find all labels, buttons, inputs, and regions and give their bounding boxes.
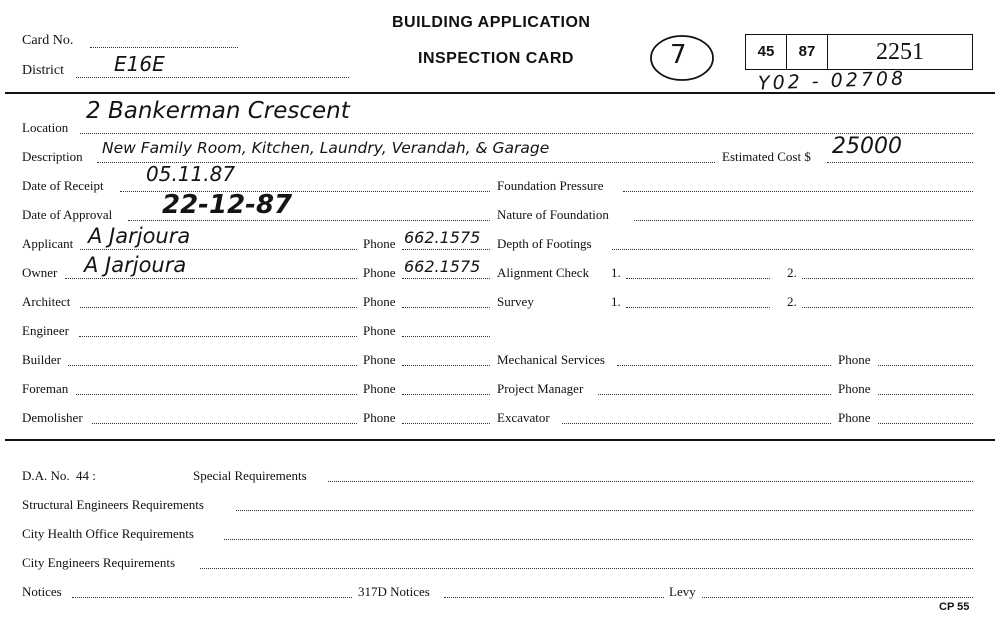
survey-1-field[interactable] [626, 307, 770, 308]
survey-label: Survey [497, 294, 534, 309]
form-title-line1: BUILDING APPLICATION [392, 14, 591, 31]
engineer-field[interactable] [79, 336, 357, 337]
ref-box-series: 87 [787, 35, 828, 69]
special-requirements-label: Special Requirements [193, 468, 307, 483]
notices-317d-label: 317D Notices [358, 584, 430, 599]
demolisher-phone-label: Phone [363, 410, 396, 425]
foreman-field[interactable] [76, 394, 357, 395]
receipt-value: 05.11.87 [146, 162, 236, 186]
description-label: Description [22, 149, 83, 164]
owner-field[interactable] [65, 278, 357, 279]
owner-phone-label: Phone [363, 265, 396, 280]
district-field[interactable] [76, 77, 349, 78]
builder-phone-field[interactable] [402, 365, 490, 366]
form-code: CP 55 [939, 601, 970, 613]
mechanical-services-phone-field[interactable] [878, 365, 973, 366]
ref-box-number: 2251 [876, 39, 924, 65]
excavator-label: Excavator [497, 410, 550, 425]
notices-317d-field[interactable] [444, 597, 664, 598]
estimated-cost-value: 25000 [832, 134, 902, 159]
location-value: 2 Bankerman Crescent [86, 98, 350, 124]
location-label: Location [22, 120, 69, 135]
nature-of-foundation-field[interactable] [634, 220, 973, 221]
special-requirements-field[interactable] [328, 481, 973, 482]
health-requirements-field[interactable] [224, 539, 973, 540]
mechanical-services-label: Mechanical Services [497, 352, 605, 367]
applicant-phone-value: 662.1575 [404, 228, 481, 247]
card-no-field[interactable] [90, 47, 238, 48]
architect-field[interactable] [80, 307, 357, 308]
builder-field[interactable] [68, 365, 357, 366]
health-requirements-label: City Health Office Requirements [22, 526, 194, 541]
foundation-pressure-label: Foundation Pressure [497, 178, 604, 193]
excavator-phone-label: Phone [838, 410, 871, 425]
engineer-phone-label: Phone [363, 323, 396, 338]
structural-requirements-label: Structural Engineers Requirements [22, 497, 204, 512]
alignment-check-1-field[interactable] [626, 278, 770, 279]
district-value: E16E [114, 52, 165, 76]
ref-box-year: 45 [746, 35, 787, 69]
owner-value: A Jarjoura [84, 253, 187, 277]
approval-field[interactable] [128, 220, 490, 221]
demolisher-label: Demolisher [22, 410, 83, 425]
applicant-phone-field[interactable] [402, 249, 490, 250]
nature-of-foundation-label: Nature of Foundation [497, 207, 609, 222]
reference-box [745, 34, 973, 70]
card-no-label: Card No. [22, 33, 74, 48]
da-no-value: 44 : [76, 468, 96, 483]
engineers-requirements-label: City Engineers Requirements [22, 555, 176, 570]
alignment-check-label: Alignment Check [497, 265, 590, 280]
alignment-check-2-field[interactable] [802, 278, 973, 279]
owner-phone-value: 662.1575 [404, 257, 481, 276]
receipt-label: Date of Receipt [22, 178, 104, 193]
project-manager-phone-field[interactable] [878, 394, 973, 395]
applicant-phone-label: Phone [363, 236, 396, 251]
depth-of-footings-field[interactable] [612, 249, 973, 250]
da-no-label: D.A. No. [22, 468, 70, 483]
notices-label: Notices [22, 584, 62, 599]
project-manager-field[interactable] [598, 394, 831, 395]
structural-requirements-field[interactable] [236, 510, 973, 511]
builder-phone-label: Phone [363, 352, 396, 367]
requirements-divider [5, 439, 995, 441]
demolisher-phone-field[interactable] [402, 423, 490, 424]
approval-label: Date of Approval [22, 207, 113, 222]
handwritten-ref-number: Y02 - 02708 [757, 67, 907, 95]
engineers-requirements-field[interactable] [200, 568, 973, 569]
engineer-phone-field[interactable] [402, 336, 490, 337]
levy-label: Levy [669, 584, 696, 599]
header-divider [5, 92, 995, 94]
alignment-check-2-label: 2. [787, 265, 797, 280]
owner-label: Owner [22, 265, 58, 280]
estimated-cost-label: Estimated Cost $ [722, 149, 811, 164]
depth-of-footings-label: Depth of Footings [497, 236, 592, 251]
project-manager-phone-label: Phone [838, 381, 871, 396]
mechanical-services-phone-label: Phone [838, 352, 871, 367]
excavator-phone-field[interactable] [878, 423, 973, 424]
survey-2-field[interactable] [802, 307, 973, 308]
foundation-pressure-field[interactable] [623, 191, 973, 192]
survey-1-label: 1. [611, 294, 621, 309]
estimated-cost-field[interactable] [827, 162, 973, 163]
alignment-check-1-label: 1. [611, 265, 621, 280]
district-label: District [22, 63, 64, 78]
applicant-field[interactable] [80, 249, 357, 250]
form-title-line2: INSPECTION CARD [418, 50, 574, 67]
notices-field[interactable] [72, 597, 352, 598]
excavator-field[interactable] [562, 423, 831, 424]
mechanical-services-field[interactable] [617, 365, 831, 366]
circled-number: 7 [670, 40, 687, 70]
foreman-phone-label: Phone [363, 381, 396, 396]
architect-label: Architect [22, 294, 71, 309]
architect-phone-label: Phone [363, 294, 396, 309]
foreman-phone-field[interactable] [402, 394, 490, 395]
foreman-label: Foreman [22, 381, 69, 396]
applicant-value: A Jarjoura [88, 224, 191, 248]
applicant-label: Applicant [22, 236, 74, 251]
builder-label: Builder [22, 352, 61, 367]
architect-phone-field[interactable] [402, 307, 490, 308]
approval-value: 22-12-87 [162, 190, 293, 220]
survey-2-label: 2. [787, 294, 797, 309]
engineer-label: Engineer [22, 323, 69, 338]
project-manager-label: Project Manager [497, 381, 584, 396]
demolisher-field[interactable] [92, 423, 357, 424]
description-value: New Family Room, Kitchen, Laundry, Verandah, & Garage [102, 139, 550, 157]
levy-field[interactable] [702, 597, 973, 598]
owner-phone-field[interactable] [402, 278, 490, 279]
